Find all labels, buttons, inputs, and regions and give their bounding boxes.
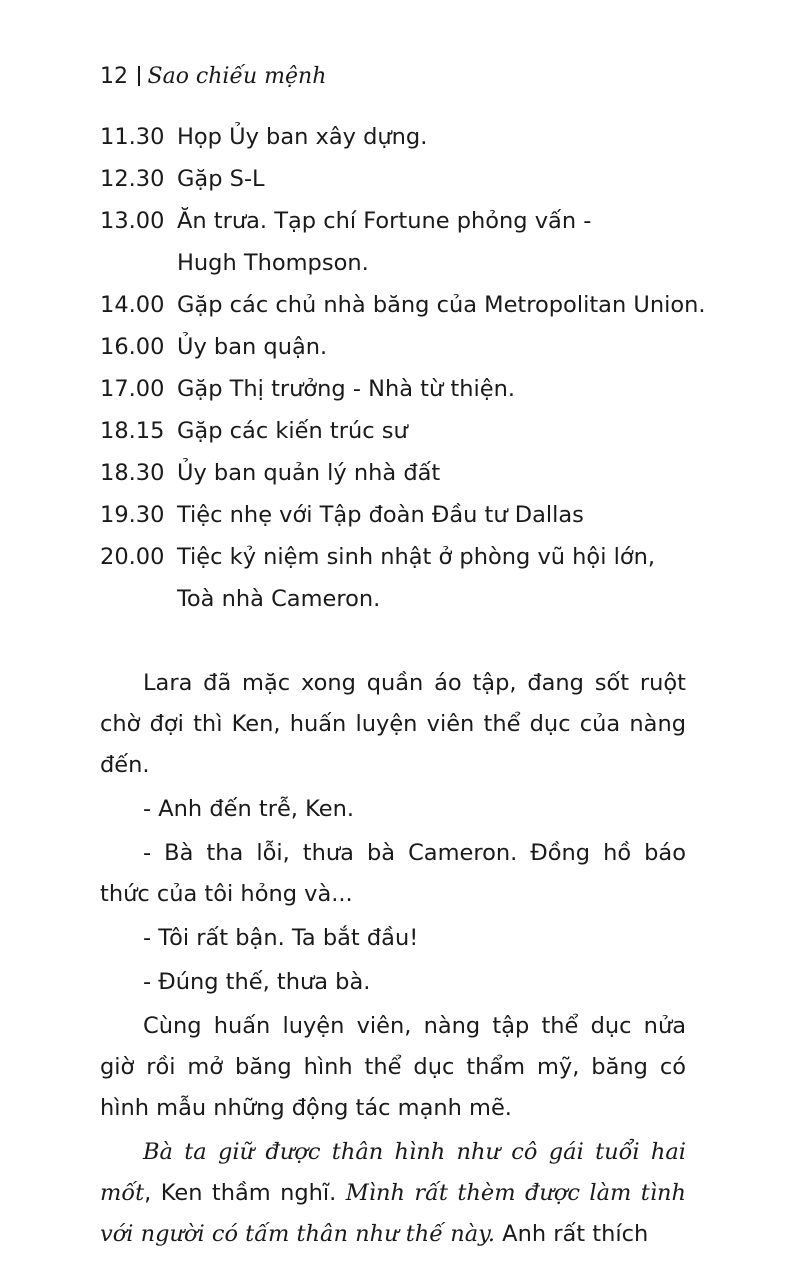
- schedule-event: Toà nhà Cameron.: [177, 586, 381, 612]
- paragraph-with-thoughts: [100, 1132, 686, 1255]
- schedule-event: Gặp Thị trưởng - Nhà từ thiện.: [177, 376, 515, 402]
- schedule-event: Gặp S-L: [177, 166, 265, 192]
- schedule-time: 14.00: [100, 292, 165, 318]
- schedule-entry: [100, 200, 700, 242]
- schedule-list: [100, 116, 706, 620]
- schedule-time: 12.30: [100, 166, 165, 192]
- schedule-time: 19.30: [100, 502, 165, 528]
- dialogue-line: - Tôi rất bận. Ta bắt đầu!: [143, 925, 419, 951]
- body-text: [100, 663, 686, 1258]
- schedule-time: 11.30: [100, 124, 165, 150]
- schedule-event: Ủy ban quản lý nhà đất: [177, 460, 441, 486]
- page-number: 12: [100, 64, 128, 89]
- schedule-event: Tiệc kỷ niệm sinh nhật ở phòng vũ hội lớn,: [177, 544, 656, 570]
- narration-text: Anh rất thích: [495, 1221, 649, 1247]
- schedule-time: 13.00: [100, 208, 165, 234]
- dialogue-line: - Anh đến trễ, Ken.: [143, 796, 354, 822]
- schedule-entry: [100, 452, 700, 494]
- schedule-event: Họp Ủy ban xây dựng.: [177, 124, 428, 150]
- schedule-event: Gặp các kiến trúc sư: [177, 418, 408, 444]
- narration-text: , Ken thầm nghĩ.: [144, 1180, 346, 1206]
- italic-thought: Mình rất thèm được làm tình với người có tấm thân như thế này.: [100, 1180, 686, 1247]
- running-head: [100, 62, 326, 92]
- schedule-event: Tiệc nhẹ với Tập đoàn Đầu tư Dallas: [177, 502, 584, 528]
- schedule-event: Hugh Thompson.: [177, 250, 369, 276]
- schedule-time: 20.00: [100, 544, 165, 570]
- paragraph: Lara đã mặc xong quần áo tập, đang sốt ruột chờ đợi thì Ken, huấn luyện viên thể dục của nàng đến.: [100, 670, 686, 778]
- dialogue-line: - Bà tha lỗi, thưa bà Cameron. Đồng hồ báo thức của tôi hỏng và...: [100, 840, 686, 907]
- schedule-entry: [100, 494, 700, 536]
- book-title: Sao chiếu mệnh: [147, 64, 327, 89]
- schedule-entry: [100, 284, 706, 326]
- schedule-entry: [100, 410, 700, 452]
- dialogue-line: - Đúng thế, thưa bà.: [143, 969, 371, 995]
- schedule-entry: [100, 536, 700, 578]
- schedule-entry: [100, 326, 700, 368]
- schedule-event: Gặp các chủ nhà băng của Metropolitan Union.: [177, 292, 706, 318]
- schedule-entry-continuation: [100, 578, 700, 620]
- schedule-event: Ăn trưa. Tạp chí Fortune phỏng vấn -: [177, 208, 592, 234]
- schedule-time: 18.30: [100, 460, 165, 486]
- paragraph: Cùng huấn luyện viên, nàng tập thể dục nửa giờ rồi mở băng hình thể dục thẩm mỹ, băng có hình mẫu những động tác mạnh mẽ.: [100, 1013, 686, 1121]
- schedule-entry: [100, 368, 700, 410]
- header-separator: [138, 66, 140, 86]
- schedule-time: 16.00: [100, 334, 165, 360]
- schedule-entry: [100, 158, 700, 200]
- schedule-entry-continuation: [100, 242, 700, 284]
- schedule-time: 18.15: [100, 418, 165, 444]
- schedule-event: Ủy ban quận.: [177, 334, 328, 360]
- italic-thought: Bà ta giữ được thân hình như cô gái tuổi hai mốt: [100, 1139, 686, 1206]
- schedule-time: 17.00: [100, 376, 165, 402]
- schedule-entry: [100, 116, 700, 158]
